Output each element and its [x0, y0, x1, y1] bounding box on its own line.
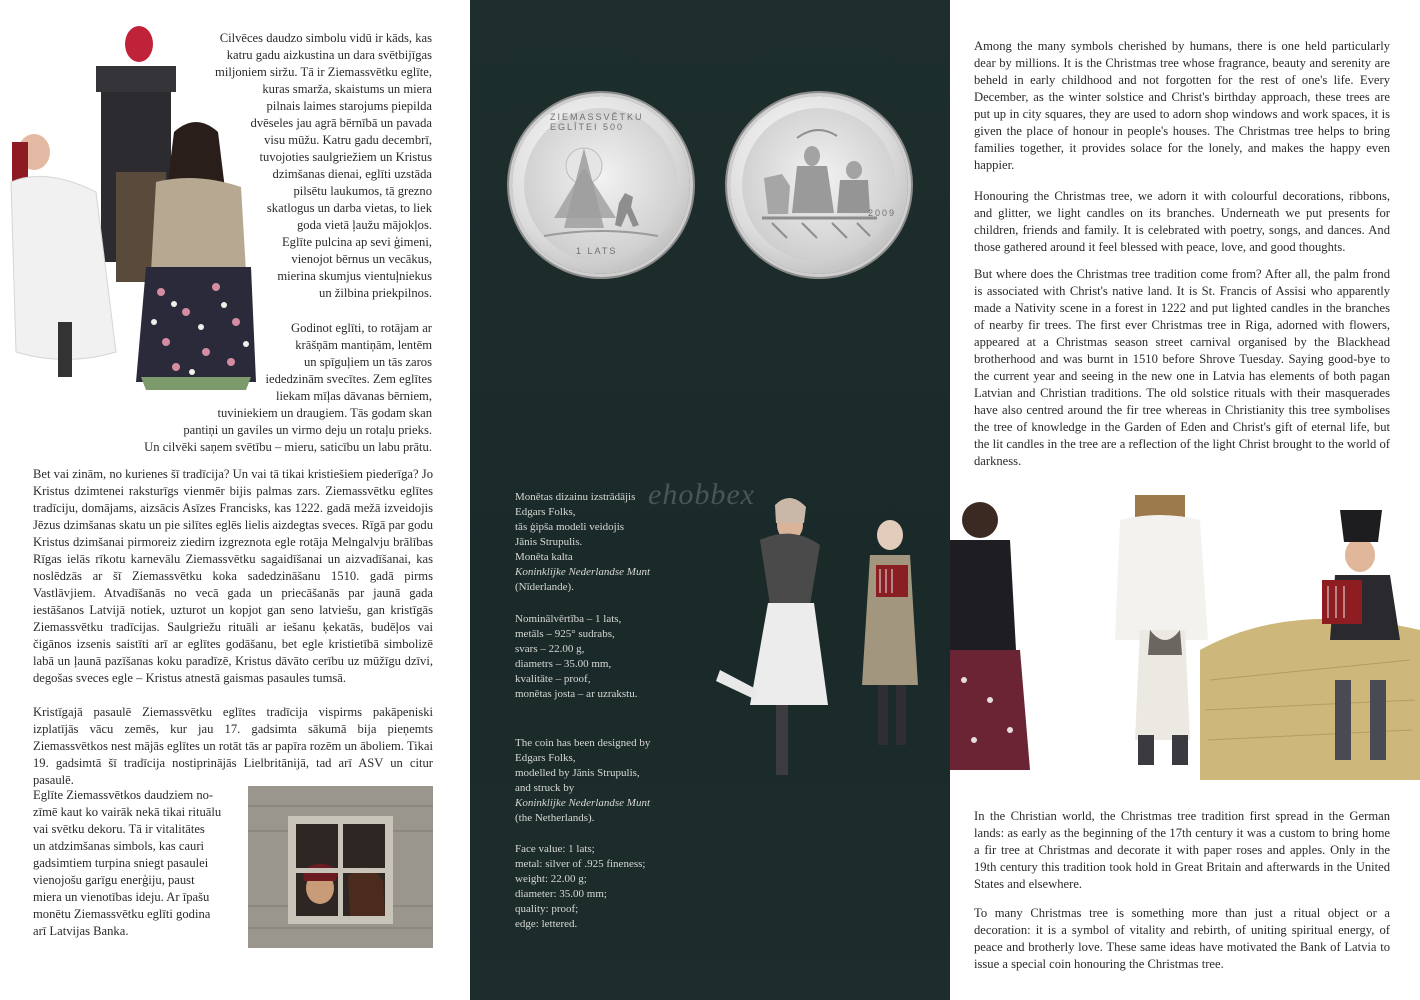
en-paragraph-2: Honouring the Christmas tree, we adorn it with colourful decorations, ribbons, and glitter, we light candles on its branches. Underneath we put presents for children, friends and family. It is celebrated with poetry, songs, and dances. And those gathered around it feel blessed with peace, love, and good thoughts. [974, 189, 1390, 254]
intro-block-line: miljoniem siržu. Tā ir Ziemassvētku eglīte, [215, 65, 432, 79]
en-paragraph-1: Among the many symbols cherished by humans, there is one held particularly dear by millions. It is the Christmas tree whose fragrance, beauty and serenity are beheld in early childhood and not forgotten for the rest of one's life. Every December, as the winter solstice and Christ's birthday approach, these trees are put up in city squares, they are used to adorn shop windows and work spaces, it is given the place of honour in people's houses. The Christmas tree helps to bring families together, it provides solace for the lonely, and makes the happy even happier. [974, 39, 1390, 172]
closing-block-line: vienojošu garīgu enerģiju, paust [33, 873, 195, 887]
en-credits-line: The coin has been designed by [515, 737, 651, 749]
en-specs-line: diameter: 35.00 mm; [515, 888, 607, 900]
lv-credits [515, 490, 705, 595]
mummers-sleigh-icon [742, 108, 896, 262]
closing-block-line: arī Latvijas Banka. [33, 924, 129, 938]
honour-block-line: Godinot eglīti, to rotājam ar [291, 321, 432, 335]
lv-credits-line: Koninklijke Nederlandse Munt [515, 566, 651, 578]
en-specs [515, 842, 705, 932]
en-paragraph-5: To many Christmas tree is something more than just a ritual object or a decoration: it is a symbol of vitality and rebirth, of uniting spiritual energy, of peace and brotherly love. These same ideas have motivated the Bank of Latvia to issue a special coin honouring the Christmas tree. [974, 906, 1390, 971]
en-specs-line: edge: lettered. [515, 918, 578, 930]
watermark-text: ehobbex [648, 478, 755, 511]
intro-block-line: kuras smarža, skaistums un miera [262, 82, 432, 96]
right-panel [950, 0, 1420, 1000]
en-specs-line: Face value: 1 lats; [515, 843, 595, 855]
intro-block-line: Cilvēces daudzo simbolu vidū ir kāds, kas [219, 31, 432, 45]
window-photo [248, 786, 433, 948]
lv-specs-line: svars – 22.00 g, [515, 643, 585, 655]
intro-block-line: tuvojoties saulgriežiem un Kristus [259, 150, 432, 164]
lv-specs-line: kvalitāte – proof, [515, 673, 591, 685]
closing-block-line: miera un vienotības ideju. Ar īpašu [33, 890, 210, 904]
coin-reverse-year: 2009 [868, 208, 897, 218]
honour-block-line: Un cilvēki saņem svētību – mieru, saticību un labu prātu. [144, 440, 432, 454]
closing-block-line: zīmē kaut ko vairāk nekā tikai rituālu [33, 805, 222, 819]
intro-block-line: pilsētu laukumos, tā grezno [293, 184, 432, 198]
honour-block-line: pantiņi un gaviles un virmo deju un rotaļu prieks. [183, 423, 432, 437]
lv-credits-line: Monēta kalta [515, 551, 573, 563]
intro-block-line: Eglīte pulcina ap sevi ģimeni, [281, 235, 432, 249]
middle-panel [470, 0, 950, 1000]
lv-credits-line: Edgars Folks, [515, 506, 576, 518]
closing-block-line: gadsimtiem turpina sniegt pasaulei [33, 856, 209, 870]
intro-block-line: dvēseles jau agrā bērnībā un pavada [250, 116, 432, 130]
closing-block-line: monētu Ziemassvētku eglīti godina [33, 907, 211, 921]
en-specs-line: quality: proof; [515, 903, 579, 915]
honour-block-line: tuviniekiem un draugiem. Tās godam skan [217, 406, 432, 420]
coin-obverse-value: 1 LATS [576, 246, 618, 256]
lv-specs-line: Nominālvērtība – 1 lats, [515, 613, 622, 625]
intro-block-line: un žilbina priekpilnos. [319, 286, 432, 300]
intro-block-line: katru gadu aizkustina un dara svētbijīgas [226, 48, 432, 62]
intro-block-line: goda vietā ļaužu mājokļos. [297, 218, 432, 232]
lv-specs-line: monētas josta – ar uzrakstu. [515, 688, 638, 700]
honour-block-line: iededzinām svecītes. Zem eglītes [265, 372, 432, 386]
origin-paragraph: Bet vai zinām, no kurienes šī tradīcija? Un vai tā tikai kristiešiem piederīga? Jo Kristus dzimtenei raksturīgs vienmēr bijis palmas zars. Ziemassvētku eglītes tradīciju, domājams, aizsācis Asīzes Francisks, kas 1222. gadā mežā izveidojis Jēzus dzimšanas skatu un pie silītes eglēs lielis aizdegtas sveces. Rīgā par godu Kristus dzimšanai pirmoreiz ziedirn izgreznota egle rotāja Melngalvju brālības Rīgas ielās rīkotu karnevālu Ziemassvētku sagaidīšanai un aizvadīšanai, kas noslēdzās ar šī Ziemassvētku koka sadedzināšanu 1510. gadā pirms Vastlāvjiem. Atvadīšanās no vecā gada un priecāšanās par jaunā gada iestāšanos Latvijā notiek, uzturot un kopjot gan seno latviešu, gan kristīgās Ziemassvētku tradīcijas. Saulgriežu rituāli ar iešanu ķekatās, budēļos vai čigānos izsenis saistīti arī ar eglītes godāšanu, bet egle kristietībā simbolizē labā un ļaunā pazīšanas koku paradīzē, Kristus dāvāto cerību uz mūžīgu dzīvi, degošas sveces egle – Kristus atnestā gaismas pasaules tumsā. [33, 467, 433, 685]
lv-credits-line: Monētas dizainu izstrādājis [515, 491, 636, 503]
intro-block-line: skatlogus un darba vietas, to liek [266, 201, 432, 215]
en-paragraph-3: But where does the Christmas tree tradition come from? After all, the palm frond is associated with Christ's native land. It is St. Francis of Assisi who apparently made a Nativity scene in a forest in 1222 and put lighted candles in the branches of nearby fir trees. The first ever Christmas tree in Riga, adorned with flowers, appeared at a Christmas season street carnival organised by the Blackhead brotherhood and was burnt in 1510 before Shrove Tuesday. Saying good-bye to the current year and seeing in the new one in Latvia has elements of both pagan Latvian and Christian traditions. The old solstice rituals with their masquerades have also centred around the fir tree whereas in Christianity this tree symbolises the tree of knowledge in the Garden of Eden and Christ's gift of eternal life, but the lit candles in the tree are a reflection of the light Christ brought to the world of darkness. [974, 267, 1390, 468]
honour-block-line: liekam mīļas dāvanas bērniem, [276, 389, 432, 403]
closing-block-line: vai svētku dekoru. Tā ir vitalitātes [33, 822, 205, 836]
coin-reverse [730, 96, 908, 274]
en-credits-line: Edgars Folks, [515, 752, 576, 764]
intro-block-line: vienojot bērnus un vecākus, [291, 252, 432, 266]
coin-obverse-legend: ZIEMASSVĒTKU EGLĪTEI 500 [550, 112, 644, 132]
lv-credits-line: Jānis Strupulis. [515, 536, 583, 548]
honour-block-line: un spīguļiem un tās zaros [303, 355, 432, 369]
en-credits [515, 736, 705, 826]
en-specs-line: weight: 22.00 g; [515, 873, 587, 885]
lv-specs-line: metāls – 925° sudrabs, [515, 628, 615, 640]
left-panel [0, 0, 470, 1000]
en-credits-line: modelled by Jānis Strupulis, [515, 767, 640, 779]
en-credits-line: and struck by [515, 782, 575, 794]
en-specs-line: metal: silver of .925 fineness; [515, 858, 646, 870]
intro-block-line: mierina skumjus vientuļniekus [277, 269, 432, 283]
dancers-photo [710, 485, 950, 785]
intro-block-line: visu mūžu. Katru gadu decembrī, [264, 133, 432, 147]
lv-credits-line: (Nīderlande). [515, 581, 574, 593]
intro-block-line: pilnais laimes starojums piepilda [266, 99, 432, 113]
honour-text [100, 320, 432, 456]
closing-text [33, 787, 233, 940]
intro-text [190, 30, 432, 302]
lv-specs [515, 612, 705, 702]
lv-specs-line: diametrs – 35.00 mm, [515, 658, 612, 670]
honour-block-line: krāšņām mantiņām, lentēm [295, 338, 432, 352]
closing-block-line: un atdzimšanas simbols, kas cauri [33, 839, 205, 853]
en-credits-line: (the Netherlands). [515, 812, 595, 824]
carolers-photo [950, 480, 1420, 790]
coin-obverse [512, 96, 690, 274]
en-credits-line: Koninklijke Nederlandse Munt [515, 797, 651, 809]
en-paragraph-4: In the Christian world, the Christmas tree tradition first spread in the German lands: as early as the beginning of the 17th century it was a custom to bring home a fir tree at Christmas and decorate it with paper roses and apples. Only in the 19th century this tradition took hold in Great Britain and afterwards in the United States and elsewhere. [974, 809, 1390, 891]
closing-block-line: Eglīte Ziemassvētkos daudziem no- [33, 788, 214, 802]
spread-paragraph: Kristīgajā pasaulē Ziemassvētku eglītes tradīcija vispirms pakāpeniski izplatījās vācu zemēs, kur jau 17. gadsimta sākumā bija pieņemts Ziemassvētkos nest mājās eglītes un rotāt tās ar papīra rozēm un āboliem. Tikai 19. gadsimtā šī tradīcija nostiprinājās Lielbritānijā, tad arī ASV un citur pasaulē. [33, 705, 433, 787]
lv-credits-line: tās ģipša modeli veidojis [515, 521, 625, 533]
intro-block-line: dzimšanas dienai, eglīti uzstāda [272, 167, 432, 181]
